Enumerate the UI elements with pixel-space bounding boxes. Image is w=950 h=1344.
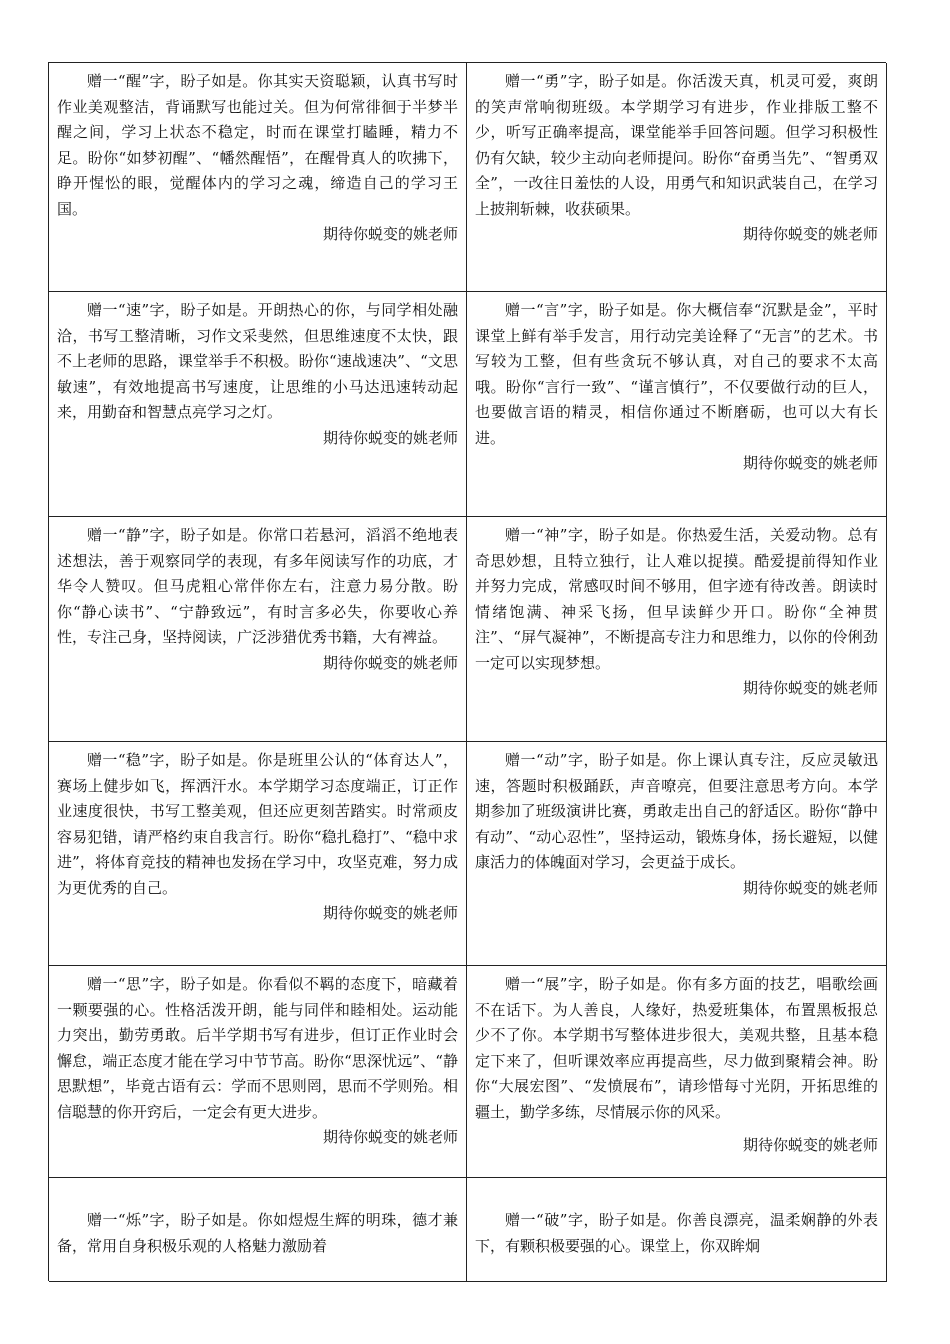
comment-text: 赠一“言”字，盼子如是。你大概信奉“沉默是金”，平时课堂上鲜有举手发言，用行动完美诠释了“无言”的艺术。书写较为工整，但有些贪玩不够认真，对自己的要求不太高哦。盼你“言行一致”、“谨言慎行”，不仅要做行动的巨人，也要做言语的精灵，相信你通过不断磨砺，也可以大有长进。 xyxy=(475,301,878,447)
comment-cell-su xyxy=(49,292,467,517)
comment-signature: 期待你蜕变的姚老师 xyxy=(742,225,878,243)
comment-signature: 期待你蜕变的姚老师 xyxy=(742,679,878,697)
comment-cell-shuo xyxy=(49,1178,467,1282)
comment-text: 赠一“醒”字，盼子如是。你其实天资聪颖，认真书写时作业美观整洁，背诵默写也能过关。但为何常徘徊于半梦半醒之间，学习上状态不稳定，时而在课堂打瞌睡，精力不足。盼你“如梦初醒”、“幡然醒悟”，在醒骨真人的吹拂下，睁开惺忪的眼，觉醒体内的学习之魂，缔造自己的学习王国。 xyxy=(57,72,458,218)
comments-table xyxy=(48,62,886,1281)
comment-cell-xing xyxy=(49,63,467,292)
comment-cell-wen xyxy=(49,742,467,966)
comment-text: 赠一“稳”字，盼子如是。你是班里公认的“体育达人”，赛场上健步如飞，挥洒汗水。本学期学习态度端正，订正作业速度很快，书写工整美观，但还应更刻苦踏实。时常顽皮容易犯错，请严格约束自我言行。盼你“稳扎稳打”、“稳中求进”，将体育竞技的精神也发扬在学习中，攻坚克难，努力成为更优秀的自己。 xyxy=(57,751,458,897)
comment-cell-jing xyxy=(49,517,467,742)
comment-cell-zhan xyxy=(467,966,887,1178)
comment-cell-yong xyxy=(467,63,887,292)
comment-signature: 期待你蜕变的姚老师 xyxy=(322,1128,458,1146)
comment-text: 赠一“速”字，盼子如是。开朗热心的你，与同学相处融洽，书写工整清晰，习作文采斐然，但思维速度不太快，跟不上老师的思路，课堂举手不积极。盼你“速战速决”、“文思敏速”，有效地提高书写速度，让思维的小马达迅速转动起来，用勤奋和智慧点亮学习之灯。 xyxy=(57,301,458,421)
comment-signature: 期待你蜕变的姚老师 xyxy=(322,225,458,243)
comment-text: 赠一“神”字，盼子如是。你热爱生活，关爱动物。总有奇思妙想，且特立独行，让人难以捉摸。酷爱提前得知作业并努力完成，常感叹时间不够用，但字迹有待改善。朗读时情绪饱满、神采飞扬，但早读鲜少开口。盼你“全神贯注”、“屏气凝神”，不断提高专注力和思维力，以你的伶俐劲一定可以实现梦想。 xyxy=(475,526,878,672)
comment-text: 赠一“勇”字，盼子如是。你活泼天真，机灵可爱，爽朗的笑声常响彻班级。本学期学习有进步，作业排版工整不少，听写正确率提高，课堂能举手回答问题。但学习积极性仍有欠缺，较少主动向老师提问。盼你“奋勇当先”、“智勇双全”，一改往日羞怯的人设，用勇气和知识武装自己，在学习上披荆斩棘，收获硕果。 xyxy=(475,72,878,218)
comment-signature: 期待你蜕变的姚老师 xyxy=(742,1136,878,1154)
comment-text: 赠一“破”字，盼子如是。你善良漂亮，温柔娴静的外表下，有颗积极要强的心。课堂上，你双眸炯 xyxy=(475,1211,878,1255)
comment-signature: 期待你蜕变的姚老师 xyxy=(322,428,458,447)
comment-text: 赠一“思”字，盼子如是。你看似不羁的态度下，暗藏着一颗要强的心。性格活泼开朗，能与同伴和睦相处。运动能力突出，勤劳勇敢。后半学期书写有进步，但订正作业时会懈怠，端正态度才能在学习中节节高。盼你“思深忧远”、“静思默想”，毕竟古语有云：学而不思则罔，思而不学则殆。相信聪慧的你开窍后，一定会有更大进步。 xyxy=(57,975,458,1121)
comment-signature: 期待你蜕变的姚老师 xyxy=(322,904,458,922)
comment-cell-shen xyxy=(467,517,887,742)
comment-cell-yan xyxy=(467,292,887,517)
comment-text: 赠一“展”字，盼子如是。你有多方面的技艺，唱歌绘画不在话下。为人善良，人缘好，热爱班集体，布置黑板报总少不了你。本学期书写整体进步很大，美观共整，且基本稳定下来了，但听课效率应再提高些，尽力做到聚精会神。盼你“大展宏图”、“发愤展布”，请珍惜每寸光阴，开拓思维的疆土，勤学多练，尽情展示你的风采。 xyxy=(475,975,878,1121)
comment-signature: 期待你蜕变的姚老师 xyxy=(322,653,458,672)
comment-cell-dong xyxy=(467,742,887,966)
comment-text: 赠一“烁”字，盼子如是。你如煜煜生辉的明珠，德才兼备，常用自身积极乐观的人格魅力激励着 xyxy=(57,1211,458,1255)
comment-signature: 期待你蜕变的姚老师 xyxy=(742,454,878,472)
comment-text: 赠一“静”字，盼子如是。你常口若悬河，滔滔不绝地表述想法，善于观察同学的表现，有多年阅读写作的功底，才华令人赞叹。但马虎粗心常伴你左右，注意力易分散。盼你“静心读书”、“宁静致远”，有时言多必失，你要收心养性，专注己身，坚持阅读，广泛涉猎优秀书籍，大有裨益。 xyxy=(57,526,458,646)
comment-signature: 期待你蜕变的姚老师 xyxy=(742,878,878,897)
comment-cell-si xyxy=(49,966,467,1178)
comment-text: 赠一“动”字，盼子如是。你上课认真专注，反应灵敏迅速，答题时积极踊跃，声音嘹亮，但要注意思考方向。本学期参加了班级演讲比赛，勇敢走出自己的舒适区。盼你“静中有动”、“动心忍性”，坚持运动，锻炼身体，扬长避短，以健康活力的体魄面对学习，会更益于成长。 xyxy=(475,751,878,871)
comment-cell-po xyxy=(467,1178,887,1282)
